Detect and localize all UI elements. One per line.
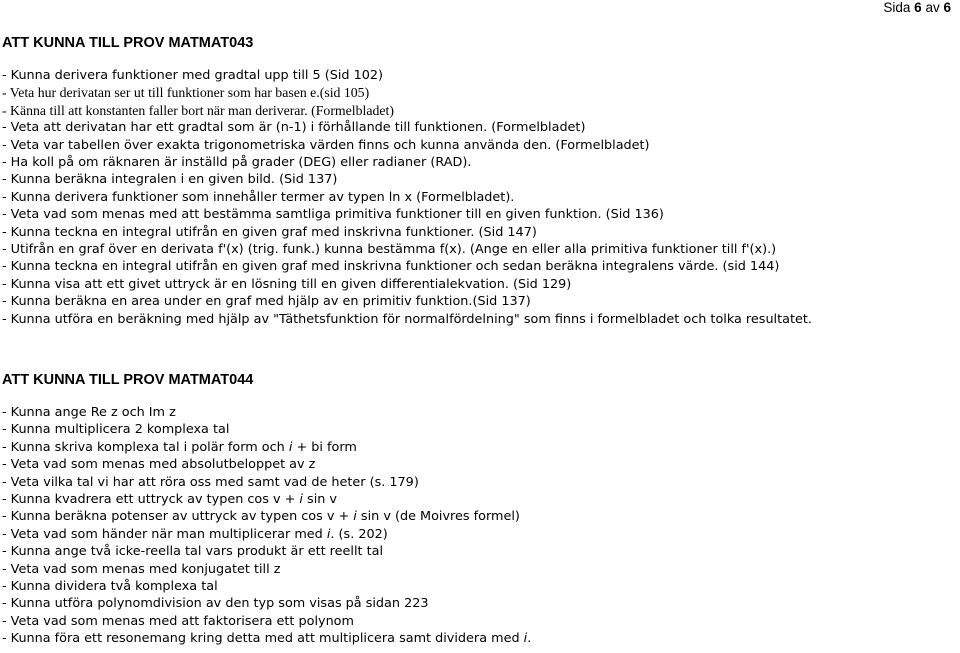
list-item: - Kunna teckna en integral utifrån en given graf med inskrivna funktioner och sedan beräkna integralens värde. (sid 144): [2, 259, 780, 275]
list-item: - Veta vad som menas med konjugatet till z: [2, 561, 281, 577]
list-item-tail: + bi form: [292, 439, 357, 455]
list-item: - Kunna teckna en integral utifrån en given graf med inskrivna funktioner. (Sid 147): [2, 224, 537, 240]
imaginary-unit: i: [288, 439, 293, 455]
list-item: - Utifrån en graf över en derivata f'(x) (trig. funk.) kunna bestämma f(x). (Ange en eller alla primitiva funktioner till f'(x).): [2, 242, 777, 258]
list-item: - Kunna utföra polynomdivision av den typ som visas på sidan 223: [2, 596, 429, 612]
page-number-prefix: Sida: [883, 0, 911, 15]
list-item: - Veta att derivatan har ett gradtal som är (n-1) i förhållande till funktionen. (Formelbladet): [2, 120, 586, 136]
list-item: - Kunna ange Re z och Im z: [2, 405, 176, 420]
list-item-tail: sin v (de Moivres formel): [356, 509, 520, 525]
section-list-matmat044: [2, 404, 531, 648]
imaginary-unit: i: [353, 509, 357, 525]
list-item: - Kunna beräkna en area under en graf med hjälp av en primitiv funktion.(Sid 137): [2, 294, 531, 310]
list-item-tail: . (s. 202): [330, 526, 388, 542]
list-item: - Kunna derivera funktioner som innehåller termer av typen ln x (Formelbladet).: [2, 189, 515, 205]
section-heading-matmat043: ATT KUNNA TILL PROV MATMAT043: [2, 35, 254, 51]
list-item: - Veta vilka tal vi har att röra oss med samt vad de heter (s. 179): [2, 474, 419, 490]
list-item-text: - Kunna föra ett resonemang kring detta med att multiplicera samt dividera med: [2, 631, 524, 647]
section-heading-matmat044: ATT KUNNA TILL PROV MATMAT044: [2, 372, 254, 388]
list-item-text: - Kunna skriva komplexa tal i polär form och: [2, 439, 289, 455]
list-item-text: - Kunna beräkna potenser av uttryck av typen cos v +: [2, 509, 354, 525]
list-item: - Veta hur derivatan ser ut till funktioner som har basen e.(sid 105): [2, 85, 370, 101]
list-item: - Veta vad som menas med absolutbeloppet av z: [2, 457, 316, 473]
page-number-middle: av: [925, 0, 940, 15]
list-item: - Kunna beräkna integralen i en given bild. (Sid 137): [2, 172, 338, 188]
list-item: - Kunna dividera två komplexa tal: [2, 579, 218, 595]
imaginary-unit: i: [326, 526, 331, 542]
list-item: [2, 439, 531, 456]
list-item-tail: .: [527, 631, 532, 647]
section-list-matmat043: [2, 67, 812, 328]
page-number-total: 6: [943, 0, 951, 15]
list-item: - Kunna ange två icke-reella tal vars produkt är ett reellt tal: [2, 544, 384, 560]
imaginary-unit: i: [523, 631, 528, 647]
page-number-current: 6: [914, 0, 922, 15]
list-item-text: - Veta vad som händer när man multiplicerar med: [2, 526, 327, 542]
list-item: [2, 508, 531, 525]
list-item: - Ha koll på om räknaren är inställd på grader (DEG) eller radianer (RAD).: [2, 155, 472, 171]
list-item: [2, 630, 531, 647]
imaginary-unit: i: [299, 492, 303, 508]
list-item: [2, 526, 531, 543]
list-item: - Kunna visa att ett givet uttryck är en lösning till en given differentialekvation. (Sid 129): [2, 276, 572, 292]
list-item: - Kunna derivera funktioner med gradtal upp till 5 (Sid 102): [2, 68, 383, 83]
list-item: - Känna till att konstanten faller bort när man deriverar. (Formelbladet): [2, 102, 394, 118]
list-item: - Veta vad som menas med att faktorisera ett polynom: [2, 613, 354, 629]
list-item: - Kunna multiplicera 2 komplexa tal: [2, 422, 230, 438]
list-item: - Veta vad som menas med att bestämma samtliga primitiva funktioner till en given funktion. (Sid 136): [2, 207, 664, 223]
list-item-tail: sin v: [302, 492, 338, 508]
list-item: - Veta var tabellen över exakta trigonometriska värden finns och kunna använda den. (Formelbladet): [2, 137, 650, 153]
list-item-text: - Kunna kvadrera ett uttryck av typen cos v +: [2, 492, 300, 508]
list-item: - Kunna utföra en beräkning med hjälp av "Täthetsfunktion för normalfördelning" som finns i formelbladet och tolka resultatet.: [2, 311, 812, 327]
list-item: [2, 491, 531, 508]
page-number: [883, 0, 951, 16]
